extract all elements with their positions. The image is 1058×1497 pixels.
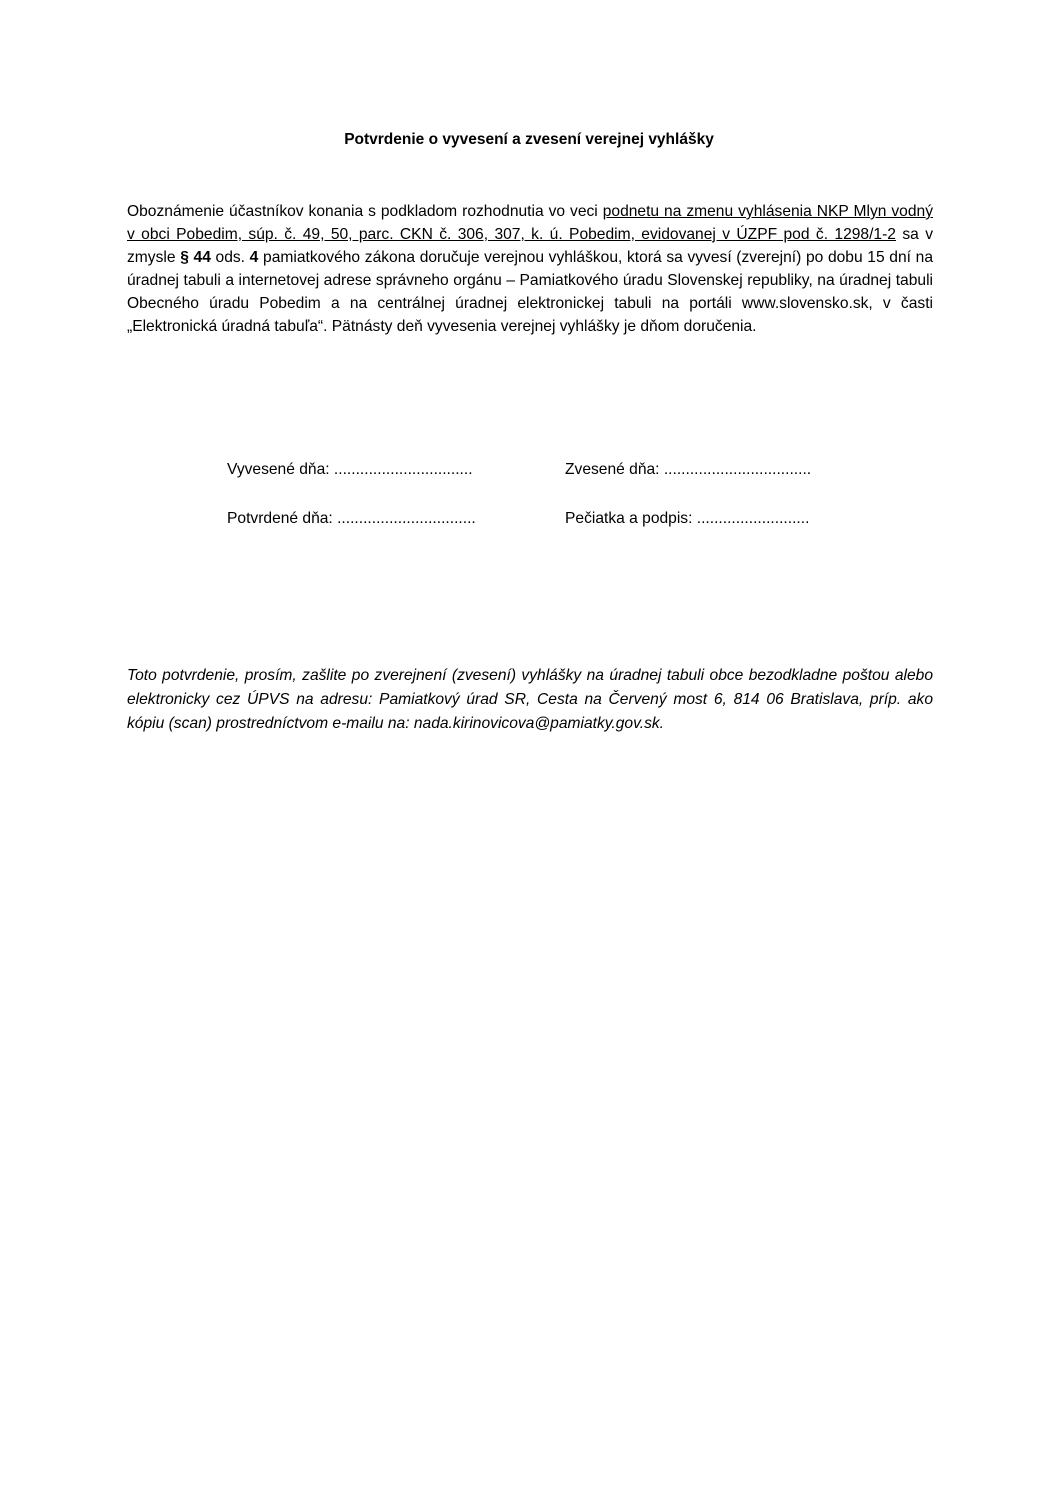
paragraph-section-bold: § 44 <box>180 249 211 266</box>
paragraph-subsection-bold: 4 <box>249 249 259 266</box>
document-title: Potvrdenie o vyvesení a zvesení verejnej vyhlášky <box>344 131 714 148</box>
stamp-signature-field: Pečiatka a podpis: .......................... <box>565 510 810 527</box>
confirmed-date-field: Potvrdené dňa: ................................ <box>227 510 476 527</box>
paragraph-text-7: pamiatkového zákona doručuje verejnou vyhláškou, ktorá sa vyvesí (zverejní) po dobu 15 dní na úradnej tabuli a internetovej adrese správneho orgánu – Pamiatkového úradu Slovenskej republiky, na úradnej tabuli Obecného úradu Pobedim a na centrálnej úradnej elektronickej tabuli na portáli www.slovensko.sk, v časti „Elektronická úradná tabuľa“. Pätnásty deň vyvesenia verejnej vyhlášky je dňom doručenia. <box>127 249 933 335</box>
paragraph-text-3: sa v zmysle <box>127 226 933 266</box>
field-row-dates <box>227 461 867 510</box>
signature-fields <box>227 461 867 559</box>
paragraph-text-5: ods. <box>210 249 250 266</box>
removed-date-field: Zvesené dňa: .................................. <box>565 461 812 478</box>
body-paragraph <box>127 200 933 338</box>
paragraph-subject-underlined: podnetu na zmenu vyhlásenia NKP Mlyn vodný v obci Pobedim, súp. č. 49, 50, parc. CKN č. 306, 307, k. ú. Pobedim, evidovanej v ÚZPF pod č. 1298/1-2 <box>127 203 933 243</box>
paragraph-text-1: Oboznámenie účastníkov konania s podkladom rozhodnutia vo veci <box>127 203 603 220</box>
field-row-confirmation <box>227 510 867 559</box>
instruction-note: Toto potvrdenie, prosím, zašlite po zverejnení (zvesení) vyhlášky na úradnej tabuli obce bezodkladne poštou alebo elektronicky cez ÚPVS na adresu: Pamiatkový úrad SR, Cesta na Červený most 6, 814 06 Bratislava, príp. ako kópiu (scan) prostredníctvom e-mailu na: nada.kirinovicova@pamiatky.gov.sk. <box>127 667 933 732</box>
posted-date-field: Vyvesené dňa: ................................ <box>227 461 473 478</box>
